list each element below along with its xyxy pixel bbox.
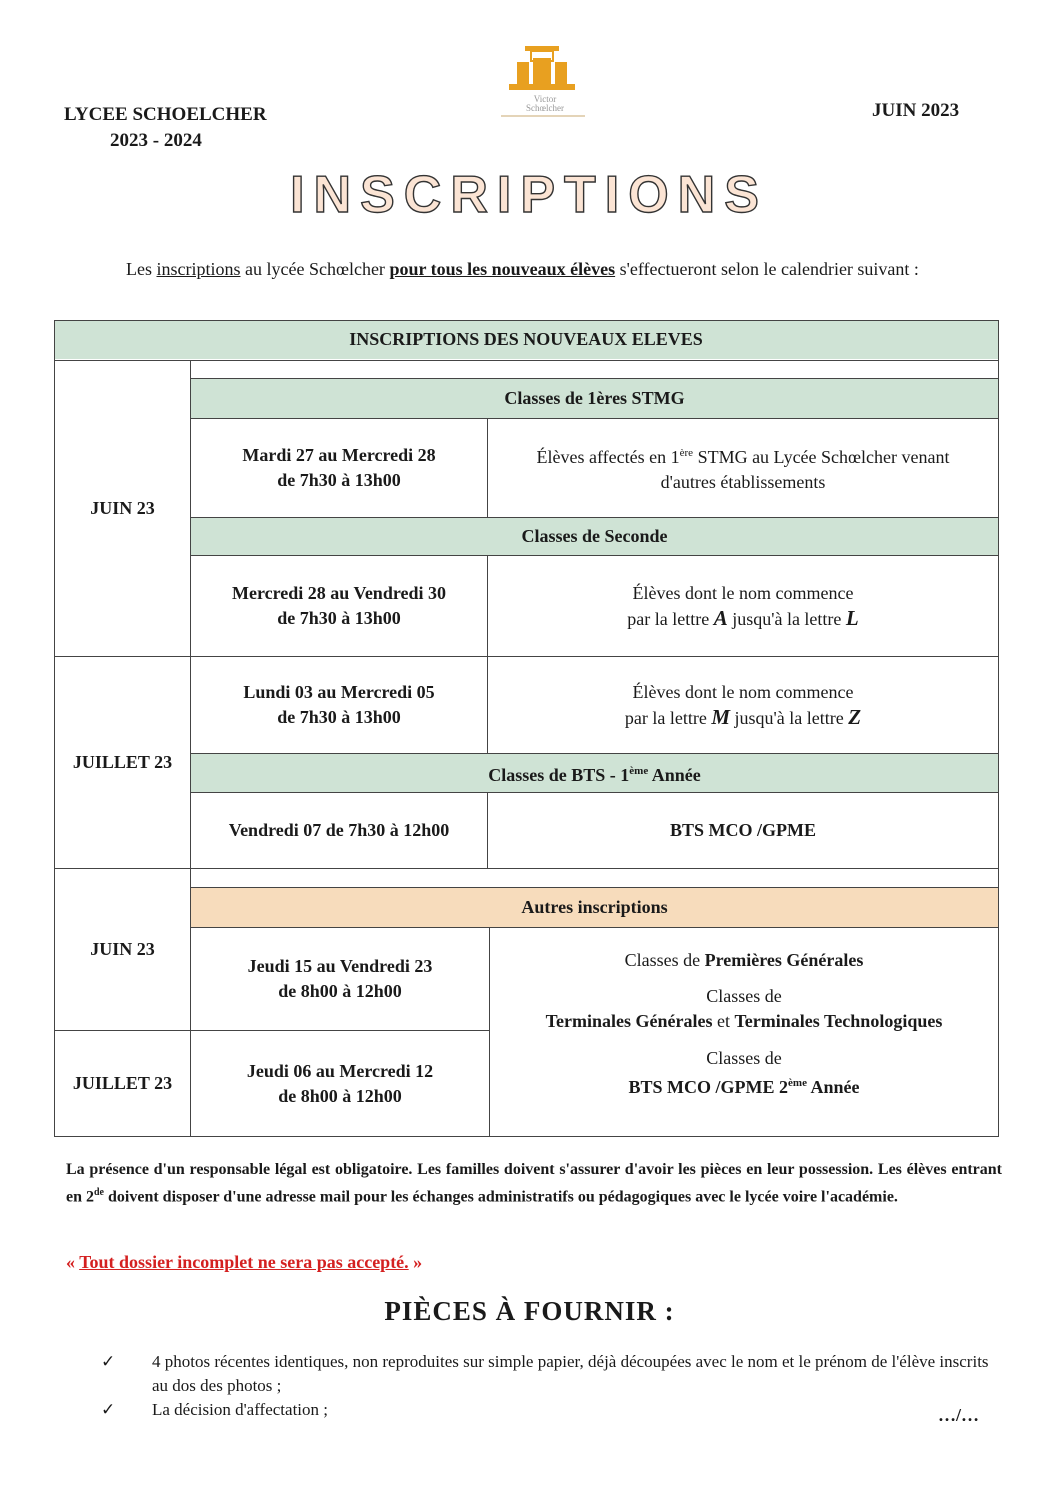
month-juillet-1: JUILLET 23 <box>72 752 173 772</box>
pieces-title: PIÈCES À FOURNIR : <box>384 1296 675 1326</box>
section-seconde: Classes de Seconde <box>191 518 998 555</box>
section-stmg: Classes de 1ères STMG <box>191 378 998 418</box>
page-title <box>214 165 844 225</box>
bts-description: BTS MCO /GPME <box>669 820 816 840</box>
school-name: LYCEE SCHOELCHER <box>64 104 267 125</box>
autres-description: Classes de Premières Générales Classes de Terminales Générales et Terminales Technologiques Classes de BTS MCO /GPME 2ème Année <box>545 950 943 1097</box>
legal-notice: La présence d'un responsable légal est obligatoire. Les familles doivent s'assurer d'avoir les pièces en leur possession. Les élèves entrant en 2de doivent disposer d'une adresse mail pour les échanges administratifs ou pédagogiques avec le lycée voire l'académie. <box>66 1161 1002 1206</box>
school-year: 2023 - 2024 <box>110 130 202 151</box>
list-item: 4 photos récentes identiques, non reproduites sur simple papier, déjà découpées avec le nom et le prénom de l'élève inscrits au dos des photos ; <box>152 1352 989 1395</box>
section-autres: Autres inscriptions <box>191 887 998 927</box>
seconde-1-date: Mercredi 28 au Vendredi 30 de 7h30 à 13h00 <box>231 583 446 628</box>
svg-text:Victor: Victor <box>533 94 557 104</box>
seconde-2-date: Lundi 03 au Mercredi 05 de 7h30 à 13h00 <box>243 682 435 727</box>
month-juin-1: JUIN 23 <box>90 498 155 518</box>
document-date: JUIN 2023 <box>872 100 960 121</box>
svg-text:Schœlcher: Schœlcher <box>526 103 564 113</box>
section-bts: Classes de BTS - 1ème Année <box>191 754 998 792</box>
check-icon: ✓ <box>101 1400 116 1419</box>
check-icon: ✓ <box>101 1352 116 1371</box>
autres-date-1: Jeudi 15 au Vendredi 23 de 8h00 à 12h00 <box>247 956 433 1001</box>
stmg-description: Élèves affectés en 1ère STMG au Lycée Schœlcher venant d'autres établissements <box>536 447 950 492</box>
seconde-2-description: Élèves dont le nom commence par la lettre M jusqu'à la lettre Z <box>624 681 862 729</box>
autres-date-2: Jeudi 06 au Mercredi 12 de 8h00 à 12h00 <box>246 1060 434 1106</box>
school-logo <box>499 44 591 122</box>
list-item: La décision d'affectation ; <box>152 1400 328 1419</box>
bts-date: Vendredi 07 de 7h30 à 12h00 <box>228 820 450 840</box>
stmg-date: Mardi 27 au Mercredi 28 de 7h30 à 13h00 <box>242 445 436 490</box>
page-title-text: INSCRIPTIONS <box>290 166 768 224</box>
month-juin-2: JUIN 23 <box>90 939 155 959</box>
seconde-1-description: Élèves dont le nom commence par la lettre A jusqu'à la lettre L <box>627 582 859 630</box>
table-header: INSCRIPTIONS DES NOUVEAUX ELEVES <box>54 320 998 359</box>
incomplete-warning: « Tout dossier incomplet ne sera pas accepté. » <box>66 1252 423 1272</box>
intro-paragraph: Les inscriptions au lycée Schœlcher pour tous les nouveaux élèves s'effectueront selon le calendrier suivant : <box>126 259 919 279</box>
continuation-mark: …/… <box>938 1405 980 1425</box>
school-header <box>64 102 267 154</box>
month-juillet-2: JUILLET 23 <box>72 1073 173 1093</box>
